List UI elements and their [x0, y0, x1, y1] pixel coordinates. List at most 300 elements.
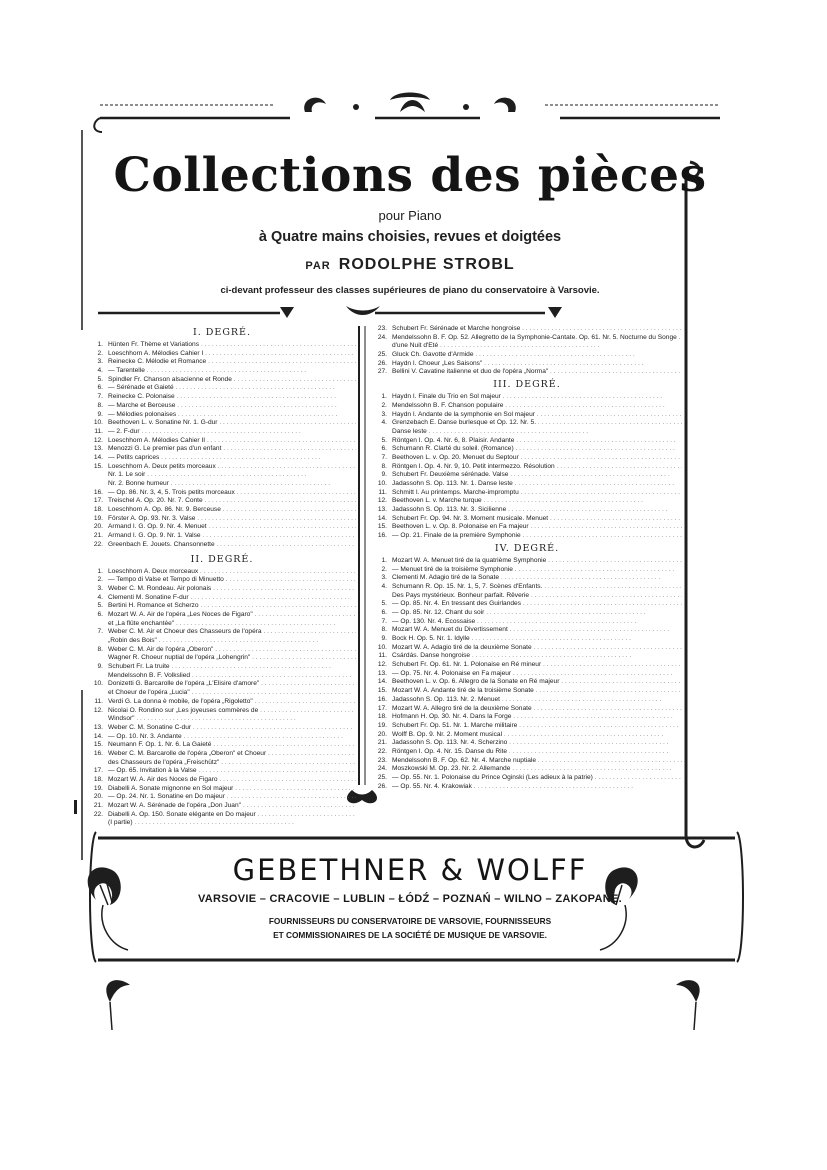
- left-column: [88, 325, 356, 828]
- item-title: (I partie) . . .: [108, 819, 356, 828]
- publisher-cities: VARSOVIE – CRACOVIE – LUBLIN – ŁÓDŹ – POZNAŃ – WILNO – ZAKOPANE.: [197, 893, 622, 905]
- item-number: 3.: [97, 358, 103, 366]
- list-item: [88, 602, 356, 611]
- item-number: 2.: [97, 576, 103, 584]
- list-item: [88, 541, 356, 550]
- item-title: Mendelssohn B. F. Volkslied . . .: [108, 672, 356, 681]
- item-title: Schumann R. Clarté du soleil. (Romance) . . .: [392, 445, 682, 454]
- list-item: [372, 454, 682, 463]
- item-number: [88, 819, 103, 828]
- author-name: RODOLPHE STROBL: [338, 256, 515, 273]
- item-number: 10.: [377, 643, 387, 651]
- item-number: 15.: [93, 741, 103, 749]
- item-title: Des Pays mystérieux. Bonheur parfait. Rêverie . . .: [392, 592, 682, 601]
- item-number: 4.: [97, 593, 103, 601]
- item-number: 18.: [93, 506, 103, 514]
- list-item: [372, 583, 682, 592]
- list-item: [88, 393, 356, 402]
- list-item: [88, 663, 356, 672]
- item-title: Armand I. G. Op. 9. Nr. 1. Valse . . .: [108, 532, 356, 541]
- list-item: [88, 637, 356, 646]
- item-title: „Robin des Bois" . . .: [108, 637, 356, 646]
- item-title: Loeschhorn A. Op. 86. Nr. 9. Berceuse . . .: [108, 506, 356, 515]
- item-number: 22.: [93, 810, 103, 818]
- item-title: Weber C. M. Barcarolle de l'opéra „Oberon" et Choeur . . .: [108, 750, 356, 759]
- degree-heading: I. DEGRÉ.: [192, 327, 252, 338]
- item-title: Loeschhorn A. Mélodies Cahier II . . .: [108, 437, 356, 446]
- item-title: Mozart W. A. Menuet du Divertissement . . .: [392, 626, 682, 635]
- list-item: [372, 428, 682, 437]
- list-item: [372, 368, 682, 377]
- list-item: [372, 445, 682, 454]
- item-number: 20.: [93, 523, 103, 531]
- item-number: [88, 689, 103, 698]
- list-item: [88, 802, 356, 811]
- author-prefix: PAR: [305, 260, 331, 272]
- item-number: [88, 672, 103, 681]
- list-item: [88, 689, 356, 698]
- item-title: Mozart W. A. Allegro tiré de la deuxième Sonate . . .: [392, 705, 682, 714]
- item-title: Nr. 1. Le soir . . .: [108, 471, 356, 480]
- list-item: [88, 454, 356, 463]
- item-number: 17.: [93, 497, 103, 505]
- list-item: [372, 574, 682, 583]
- item-number: 26.: [377, 359, 387, 367]
- list-item: [372, 393, 682, 402]
- item-title: Weber C. M. Air et Choeur des Chasseurs de l'opéra . . .: [108, 628, 356, 637]
- page-title: Collections des pièces: [113, 148, 707, 203]
- list-item: [88, 358, 356, 367]
- item-number: 18.: [377, 713, 387, 721]
- item-number: 6.: [381, 608, 387, 616]
- item-title: Weber C. M. Sonatine C-dur . . .: [108, 724, 356, 733]
- list-item: [88, 707, 356, 716]
- degree-list: [88, 568, 356, 829]
- item-title: Bellini V. Cavatine italienne et duo de l'opéra „Norma" . . .: [392, 368, 682, 377]
- right-column: [372, 325, 682, 791]
- item-title: Jadassohn S. Op. 113. Nr. 2. Menuet . . .: [392, 696, 682, 705]
- list-item: [372, 635, 682, 644]
- item-title: Loeschhorn A. Deux petits morceaux . . .: [108, 463, 356, 472]
- list-item: [372, 783, 682, 792]
- item-title: Bertini H. Romance et Scherzo . . .: [108, 602, 356, 611]
- list-item: [88, 767, 356, 776]
- item-number: 2.: [381, 401, 387, 409]
- item-number: 17.: [377, 704, 387, 712]
- item-title: des Chasseurs de l'opéra „Freischütz" . . .: [108, 759, 356, 768]
- item-title: Mozart W. A. Andante tiré de la troisième Sonate . . .: [392, 687, 682, 696]
- item-number: 24.: [377, 333, 387, 341]
- list-item: [372, 506, 682, 515]
- item-number: 3.: [381, 574, 387, 582]
- item-number: 21.: [93, 802, 103, 810]
- item-title: — Tarentelle . . .: [108, 367, 356, 376]
- list-item: [88, 724, 356, 733]
- item-number: 26.: [377, 782, 387, 790]
- item-title: Moszkowski M. Op. 23. Nr. 2. Allemande . . .: [392, 765, 682, 774]
- item-number: 16.: [93, 749, 103, 757]
- publisher-note-line1: FOURNISSEURS DU CONSERVATOIRE DE VARSOVIE, FOURNISSEURS: [268, 916, 552, 926]
- item-number: 1.: [381, 556, 387, 564]
- item-title: — Op. 24. Nr. 1. Sonatine en Do majeur . . .: [108, 793, 356, 802]
- item-number: 6.: [97, 384, 103, 392]
- list-item: [88, 350, 356, 359]
- list-item: [372, 678, 682, 687]
- item-number: 1.: [97, 341, 103, 348]
- item-title: Reinecke C. Mélodie et Romance . . .: [108, 358, 356, 367]
- list-item: [372, 600, 682, 609]
- item-number: 14.: [377, 514, 387, 522]
- item-number: 8.: [381, 626, 387, 634]
- item-title: — Op. 10. Nr. 3. Andante . . .: [108, 733, 356, 742]
- list-item: [372, 774, 682, 783]
- list-item: [88, 793, 356, 802]
- item-number: 9.: [381, 635, 387, 642]
- list-item: [372, 557, 682, 566]
- item-number: 1.: [381, 393, 387, 401]
- degree-heading: III. DEGRÉ.: [493, 379, 561, 391]
- list-item: [372, 342, 682, 351]
- list-item: [88, 576, 356, 585]
- item-number: 10.: [93, 680, 103, 688]
- list-item: [372, 566, 682, 575]
- item-number: 25.: [377, 774, 387, 781]
- item-title: Schmitt I. Au printemps. Marche-impromptu . . .: [392, 489, 682, 498]
- list-item: [372, 652, 682, 661]
- item-number: 20.: [93, 793, 103, 801]
- list-item: [372, 489, 682, 498]
- list-item: [88, 698, 356, 707]
- item-title: Wolff B. Op. 9. Nr. 2. Moment musical . . .: [392, 731, 682, 740]
- item-number: 5.: [97, 602, 103, 610]
- item-number: 5.: [381, 436, 387, 444]
- item-number: 9.: [97, 410, 103, 418]
- item-number: [372, 592, 387, 601]
- list-item: [88, 376, 356, 385]
- list-item: [88, 497, 356, 506]
- item-title: Csárdás. Danse hongroise . . .: [392, 652, 682, 661]
- list-item: [372, 626, 682, 635]
- item-number: 6.: [381, 445, 387, 453]
- item-title: — 2. F-dur . . .: [108, 428, 356, 437]
- item-number: [88, 480, 103, 489]
- list-item: [88, 515, 356, 524]
- item-title: Weber C. M. Rondeau. Air polonais . . .: [108, 585, 356, 594]
- list-item: [372, 687, 682, 696]
- list-item: [372, 334, 682, 343]
- item-title: Beethoven L. v. Sonatine Nr. 1. G-dur . . .: [108, 419, 356, 428]
- item-title: Beethoven L. v. Op. 8. Polonaise en Fa majeur . . .: [392, 523, 682, 532]
- item-title: Mendelssohn B. F. Op. 62. Nr. 4. Marche nuptiale . . .: [392, 757, 682, 766]
- item-title: Schubert Fr. La truite . . .: [108, 663, 356, 672]
- subtitle-description: à Quatre mains choisies, revues et doigtées: [258, 229, 562, 245]
- item-number: 16.: [93, 488, 103, 496]
- list-item: [88, 523, 356, 532]
- item-title: Loeschhorn A. Deux morceaux . . .: [108, 568, 356, 577]
- item-title: Clementi M. Sonatine F-dur . . .: [108, 594, 356, 603]
- list-item: [372, 419, 682, 428]
- item-number: 13.: [93, 723, 103, 731]
- item-number: 20.: [377, 730, 387, 738]
- item-number: 12.: [377, 661, 387, 669]
- item-title: Bock H. Op. 5. Nr. 1. Idylle . . .: [392, 635, 682, 644]
- item-number: 14.: [377, 678, 387, 686]
- item-title: Windsor" . . .: [108, 715, 356, 724]
- item-title: — Tempo di Valse et Tempo di Minuetto . . .: [108, 576, 356, 585]
- list-item: [88, 776, 356, 785]
- item-number: 15.: [377, 687, 387, 695]
- item-number: 25.: [377, 351, 387, 359]
- item-title: et „La flûte enchantée" . . .: [108, 620, 356, 629]
- degree-list: [372, 557, 682, 792]
- list-item: [88, 506, 356, 515]
- list-item: [372, 437, 682, 446]
- list-item: [372, 644, 682, 653]
- item-number: 9.: [381, 471, 387, 479]
- item-title: Spindler Fr. Chanson alsacienne et Ronde . . .: [108, 376, 356, 385]
- item-title: Mozart W. A. Sérénade de l'opéra „Don Juan" . . .: [108, 802, 356, 811]
- item-title: Beethoven L. v. Op. 6. Allegro de la Sonate en Ré majeur . . .: [392, 678, 682, 687]
- item-number: 14.: [93, 453, 103, 461]
- list-item: [88, 750, 356, 759]
- item-number: 21.: [93, 532, 103, 540]
- item-title: — Op. 65. Invitation à la Valse . . .: [108, 767, 356, 776]
- list-item: [88, 411, 356, 420]
- list-item: [372, 463, 682, 472]
- item-title: Jadassohn S. Op. 113. Nr. 1. Danse leste . . .: [392, 480, 682, 489]
- item-title: — Op. 55. Nr. 1. Polonaise du Prince Oginski (Les adieux à la patrie) . . .: [392, 774, 682, 783]
- item-number: 16.: [377, 695, 387, 703]
- item-number: 11.: [94, 697, 103, 705]
- list-item: [88, 341, 356, 350]
- list-item: [372, 722, 682, 731]
- item-title: Röntgen I. Op. 4. Nr. 6, 8. Plaisir. Andante . . .: [392, 437, 682, 446]
- item-title: — Op. 75. Nr. 4. Polonaise en Fa majeur . . .: [392, 670, 682, 679]
- list-item: [372, 411, 682, 420]
- list-item: [88, 628, 356, 637]
- item-title: Beethoven L. v. Op. 20. Menuet du Septour . . .: [392, 454, 682, 463]
- item-number: [88, 715, 103, 724]
- list-item: [372, 497, 682, 506]
- list-item: [372, 480, 682, 489]
- item-title: Mendelssohn B. F. Chanson populaire . . .: [392, 402, 682, 411]
- list-item: [88, 811, 356, 820]
- list-item: [88, 672, 356, 681]
- item-title: Schumann R. Op. 15. Nr. 1, 5, 7. Scènes d'Enfants. . . .: [392, 583, 682, 592]
- item-title: Jadassohn S. Op. 113. Nr. 3. Sicilienne . . .: [392, 506, 682, 515]
- item-number: 12.: [93, 706, 103, 714]
- list-item: [88, 402, 356, 411]
- item-number: 14.: [93, 732, 103, 740]
- item-title: — Op. 130. Nr. 4. Ecossaise . . .: [392, 618, 682, 627]
- list-item: [372, 739, 682, 748]
- list-item: [372, 325, 682, 334]
- list-item: [372, 757, 682, 766]
- item-title: Mozart W. A. Air des Noces de Figaro . . .: [108, 776, 356, 785]
- item-title: Schubert Fr. Deuxième sérénade. Valse . . .: [392, 471, 682, 480]
- list-item: [372, 748, 682, 757]
- item-number: 16.: [377, 532, 387, 540]
- item-title: Grenzebach E. Danse burlesque et Op. 12. Nr. 5. . . .: [392, 419, 682, 428]
- list-item: [88, 654, 356, 663]
- item-number: 23.: [377, 325, 387, 332]
- item-number: 10.: [93, 419, 103, 427]
- item-number: 22.: [93, 540, 103, 548]
- list-item: [372, 402, 682, 411]
- list-item: [88, 367, 356, 376]
- item-number: 7.: [97, 628, 103, 636]
- list-item: [372, 532, 682, 541]
- author-credentials: ci-devant professeur des classes supérieures de piano du conservatoire à Varsovie.: [220, 285, 600, 296]
- item-number: 15.: [93, 462, 103, 470]
- item-title: — Menuet tiré de la troisième Symphonie . . .: [392, 566, 682, 575]
- item-title: et Choeur de l'opéra „Lucia" . . .: [108, 689, 356, 698]
- list-item: [88, 680, 356, 689]
- item-title: Röntgen I. Op. 4. Nr. 9, 10. Petit intermezzo. Résolution . . .: [392, 463, 682, 472]
- item-title: — Marche et Berceuse . . .: [108, 402, 356, 411]
- list-item: [372, 592, 682, 601]
- list-item: [88, 437, 356, 446]
- item-title: Weber C. M. Air de l'opéra „Oberon" . . .: [108, 646, 356, 655]
- item-number: 7.: [381, 617, 387, 625]
- item-number: [372, 428, 387, 437]
- item-title: Greenbach E. Jouets. Chansonnette . . .: [108, 541, 356, 550]
- list-item: [88, 594, 356, 603]
- list-item: [372, 765, 682, 774]
- list-item: [88, 428, 356, 437]
- item-number: 8.: [381, 462, 387, 470]
- item-title: Gluck Ch. Gavotte d'Armide . . .: [392, 351, 682, 360]
- item-number: 13.: [377, 506, 387, 514]
- list-item: [372, 351, 682, 360]
- item-title: Clementi M. Adagio tiré de la Sonate . . .: [392, 574, 682, 583]
- list-item: [372, 471, 682, 480]
- item-title: Röntgen I. Op. 4. Nr. 15. Danse du Rite . . .: [392, 748, 682, 757]
- item-number: 6.: [97, 610, 103, 618]
- item-title: — Petits caprices . . .: [108, 454, 356, 463]
- item-number: 4.: [97, 367, 103, 375]
- item-title: — Op. 21. Finale de la première Symphonie . . .: [392, 532, 682, 541]
- item-number: 24.: [377, 765, 387, 773]
- item-number: [372, 342, 387, 351]
- item-title: Neumann F. Op. 1. Nr. 6. La Gaieté . . .: [108, 741, 356, 750]
- item-number: 5.: [381, 600, 387, 608]
- list-item: [372, 661, 682, 670]
- list-item: [88, 785, 356, 794]
- item-number: [88, 759, 103, 768]
- item-title: Mozart W. A. Air de l'opéra „Les Noces de Figaro" . . .: [108, 611, 356, 620]
- item-title: — Op. 86. Nr. 3, 4, 5. Trois petits morceaux . . .: [108, 489, 356, 498]
- item-title: Schubert Fr. Op. 51. Nr. 1. Marche militaire . . .: [392, 722, 682, 731]
- item-number: 2.: [97, 349, 103, 357]
- item-title: — Op. 85. Nr. 12. Chant du soir . . .: [392, 609, 682, 618]
- item-number: 17.: [93, 767, 103, 775]
- list-item: [372, 696, 682, 705]
- item-title: Schubert Fr. Op. 61. Nr. 1. Polonaise en Ré mineur . . .: [392, 661, 682, 670]
- list-item: [88, 532, 356, 541]
- item-number: 7.: [381, 453, 387, 461]
- degree-list: [372, 393, 682, 541]
- publisher-note-line2: ET COMMISSIONAIRES DE LA SOCIÉTÉ DE MUSIQUE DE VARSOVIE.: [273, 930, 547, 940]
- item-number: 15.: [377, 523, 387, 531]
- item-title: Loeschhorn A. Mélodies Cahier I . . .: [108, 350, 356, 359]
- list-item: [88, 489, 356, 498]
- list-item: [88, 759, 356, 768]
- item-title: Donizetti G. Barcarolle de l'opéra „L'Elisire d'amore" . . .: [108, 680, 356, 689]
- list-item: [372, 731, 682, 740]
- item-number: 4.: [381, 582, 387, 590]
- item-number: 7.: [97, 393, 103, 401]
- item-number: [88, 654, 103, 663]
- item-number: 4.: [381, 419, 387, 427]
- list-item: [372, 360, 682, 369]
- item-title: — Sérénade et Gaieté . . .: [108, 384, 356, 393]
- item-number: [88, 471, 103, 480]
- list-item: [88, 471, 356, 480]
- list-item: [88, 620, 356, 629]
- item-number: 19.: [93, 784, 103, 792]
- list-item: [88, 419, 356, 428]
- item-number: 8.: [97, 645, 103, 653]
- item-title: Verdi G. La donna è mobile, de l'opéra „Rigoletto" . . .: [108, 698, 356, 707]
- item-title: Haydn I. Finale du Trio en Sol majeur . . .: [392, 393, 682, 402]
- list-item: [88, 585, 356, 594]
- list-item: [88, 819, 356, 828]
- item-title: Diabelli A. Op. 150. Sonate elégante en Do majeur . . .: [108, 811, 356, 820]
- item-number: 10.: [377, 480, 387, 487]
- item-title: Mozart W. A. Menuet tiré de la quatrième Symphonie . . .: [392, 557, 682, 566]
- item-number: 11.: [378, 488, 387, 496]
- item-title: Schubert Fr. Sérénade et Marche hongroise . . .: [392, 325, 682, 334]
- item-number: 13.: [377, 669, 387, 677]
- item-title: Nicolai O. Rondino sur „Les joyeuses commères de . . .: [108, 707, 356, 716]
- item-title: Förster A. Op. 93. Nr. 3. Valse . . .: [108, 515, 356, 524]
- item-title: d'une Nuit d'Eté . . .: [392, 342, 682, 351]
- list-item: [88, 715, 356, 724]
- item-number: 2.: [381, 565, 387, 573]
- degree-list: [88, 341, 356, 550]
- item-number: 1.: [97, 567, 103, 575]
- list-item: [88, 480, 356, 489]
- degree-heading: IV. DEGRÉ.: [494, 542, 560, 554]
- item-number: 11.: [378, 652, 387, 660]
- item-title: Haydn I. Andante de la symphonie en Sol majeur . . .: [392, 411, 682, 420]
- list-item: [88, 445, 356, 454]
- item-number: [88, 637, 103, 646]
- author-line: [60, 256, 760, 274]
- item-title: Reinecke C. Polonaise . . .: [108, 393, 356, 402]
- item-number: 27.: [377, 368, 387, 376]
- item-title: — Op. 85. Nr. 4. En tressant des Guirlandes . . .: [392, 600, 682, 609]
- list-item: [372, 713, 682, 722]
- item-title: Beethoven L. v. Marche turque . . .: [392, 497, 682, 506]
- item-title: — Op. 55. Nr. 4. Krakowiak . . .: [392, 783, 682, 792]
- subtitle-instrument: pour Piano: [378, 208, 442, 223]
- list-item: [372, 515, 682, 524]
- list-item: [372, 705, 682, 714]
- item-title: Haydn I. Choeur „Les Saisons" . . .: [392, 360, 682, 369]
- list-item: [88, 463, 356, 472]
- item-title: Diabelli A. Sonate mignonne en Sol majeur . . .: [108, 785, 356, 794]
- item-number: 8.: [97, 401, 103, 409]
- list-item: [88, 384, 356, 393]
- list-item: [372, 670, 682, 679]
- list-item: [372, 618, 682, 627]
- list-item: [88, 611, 356, 620]
- item-number: 22.: [377, 747, 387, 755]
- item-number: 3.: [97, 584, 103, 592]
- item-title: Danse leste . . .: [392, 428, 682, 437]
